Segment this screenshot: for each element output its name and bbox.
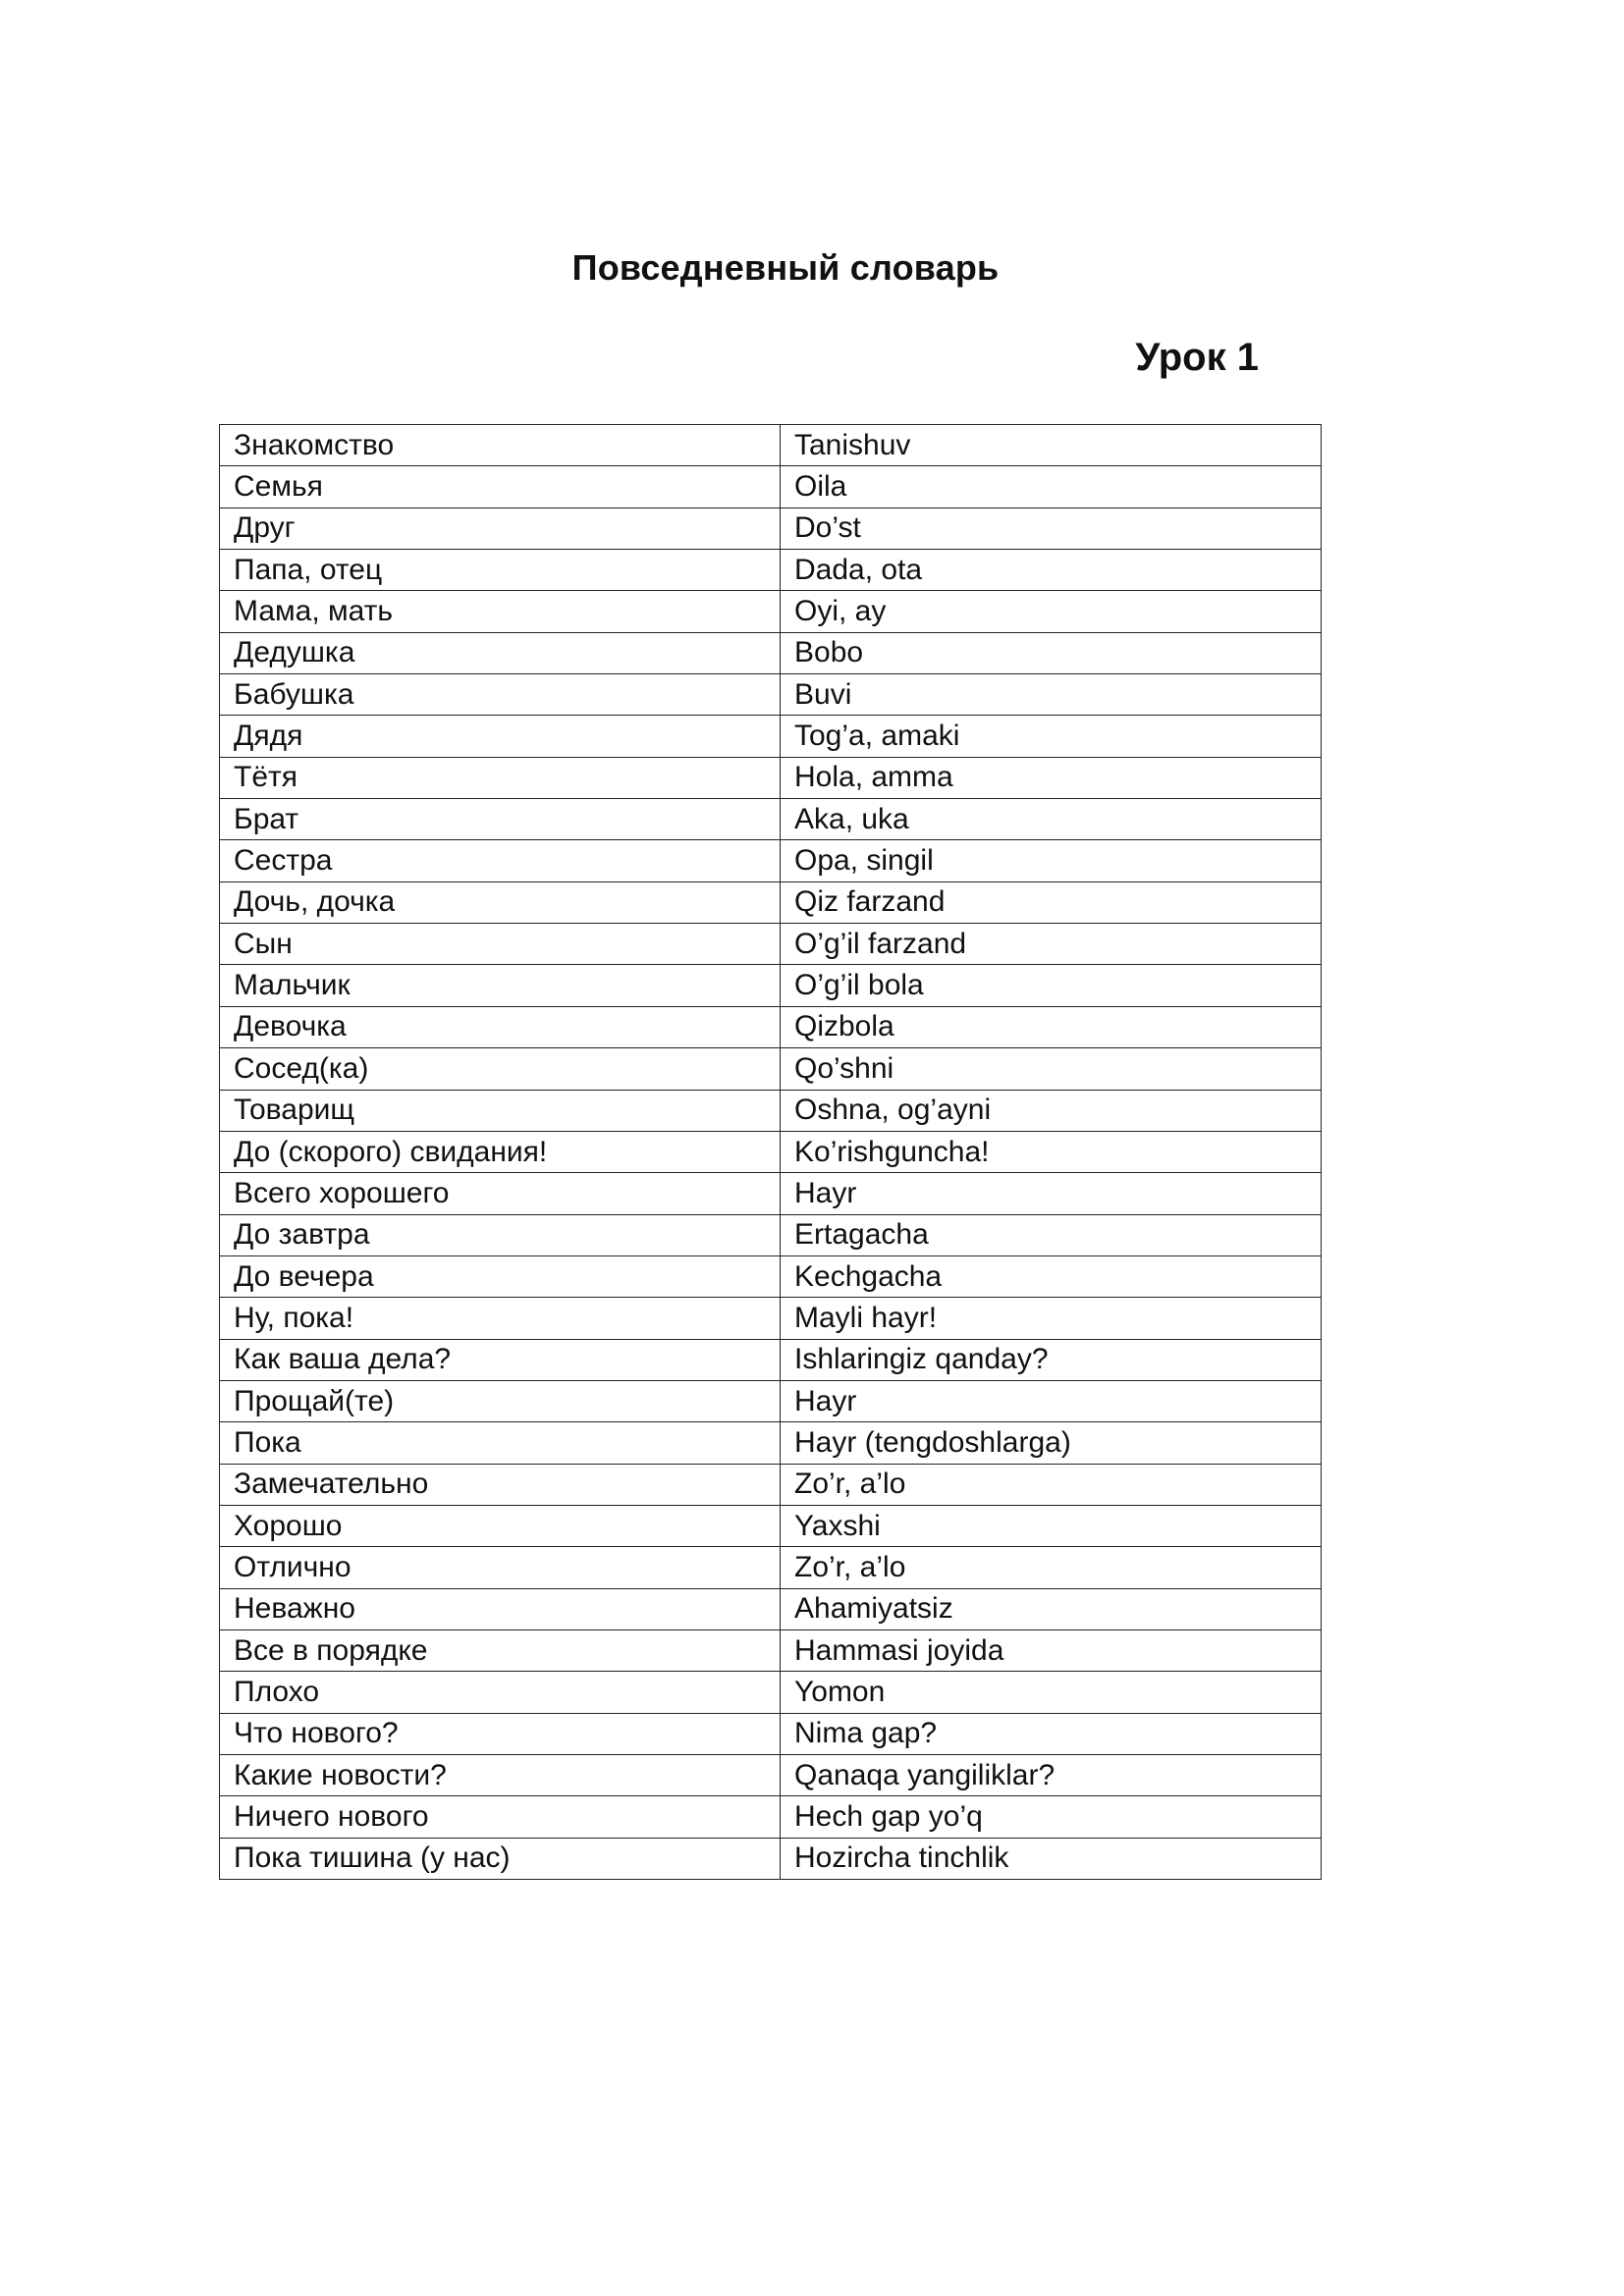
table-row [220, 1173, 1322, 1214]
uzbek-word-cell: Opa, singil [781, 840, 1322, 881]
table-row [220, 881, 1322, 923]
table-row [220, 1131, 1322, 1172]
russian-word-cell: Что нового? [220, 1713, 781, 1754]
uzbek-word-cell: O’g’il farzand [781, 924, 1322, 965]
uzbek-word-cell: Zo’r, a’lo [781, 1547, 1322, 1588]
table-row [220, 674, 1322, 716]
table-row [220, 1006, 1322, 1047]
table-row [220, 840, 1322, 881]
russian-word-cell: До вечера [220, 1255, 781, 1297]
table-row [220, 1090, 1322, 1131]
uzbek-word-cell: Ertagacha [781, 1214, 1322, 1255]
table-row [220, 1796, 1322, 1838]
uzbek-word-cell: Kechgacha [781, 1255, 1322, 1297]
uzbek-word-cell: Tanishuv [781, 425, 1322, 466]
table-row [220, 1713, 1322, 1754]
russian-word-cell: Дядя [220, 716, 781, 757]
uzbek-word-cell: Hayr [781, 1380, 1322, 1421]
table-row [220, 1339, 1322, 1380]
russian-word-cell: Мама, мать [220, 591, 781, 632]
russian-word-cell: До (скорого) свидания! [220, 1131, 781, 1172]
uzbek-word-cell: Qizbola [781, 1006, 1322, 1047]
russian-word-cell: Брат [220, 799, 781, 840]
table-row [220, 1298, 1322, 1339]
uzbek-word-cell: Yaxshi [781, 1505, 1322, 1546]
table-row [220, 716, 1322, 757]
uzbek-word-cell: Hammasi joyida [781, 1629, 1322, 1671]
russian-word-cell: Прощай(те) [220, 1380, 781, 1421]
uzbek-word-cell: Zo’r, a’lo [781, 1464, 1322, 1505]
uzbek-word-cell: Bobo [781, 632, 1322, 673]
uzbek-word-cell: Qanaqa yangiliklar? [781, 1755, 1322, 1796]
uzbek-word-cell: Qo’shni [781, 1048, 1322, 1090]
uzbek-word-cell: Oyi, ay [781, 591, 1322, 632]
table-row [220, 507, 1322, 549]
uzbek-word-cell: Do’st [781, 507, 1322, 549]
table-row [220, 1588, 1322, 1629]
table-row [220, 1255, 1322, 1297]
russian-word-cell: Ну, пока! [220, 1298, 781, 1339]
uzbek-word-cell: Dada, ota [781, 550, 1322, 591]
table-row [220, 1672, 1322, 1713]
uzbek-word-cell: Nima gap? [781, 1713, 1322, 1754]
vocabulary-table [219, 424, 1322, 1880]
table-row [220, 1755, 1322, 1796]
table-row [220, 799, 1322, 840]
table-row [220, 1048, 1322, 1090]
table-row [220, 924, 1322, 965]
lesson-title: Урок 1 [1135, 336, 1259, 379]
russian-word-cell: Как ваша дела? [220, 1339, 781, 1380]
russian-word-cell: Сестра [220, 840, 781, 881]
russian-word-cell: Знакомство [220, 425, 781, 466]
uzbek-word-cell: Hayr [781, 1173, 1322, 1214]
uzbek-word-cell: Ishlaringiz qanday? [781, 1339, 1322, 1380]
russian-word-cell: Всего хорошего [220, 1173, 781, 1214]
russian-word-cell: Замечательно [220, 1464, 781, 1505]
russian-word-cell: Сын [220, 924, 781, 965]
table-row [220, 1505, 1322, 1546]
table-row [220, 425, 1322, 466]
russian-word-cell: Пока [220, 1422, 781, 1464]
uzbek-word-cell: Hola, amma [781, 757, 1322, 798]
uzbek-word-cell: Ko’rishguncha! [781, 1131, 1322, 1172]
russian-word-cell: Хорошо [220, 1505, 781, 1546]
table-row [220, 1464, 1322, 1505]
uzbek-word-cell: Buvi [781, 674, 1322, 716]
table-row [220, 466, 1322, 507]
uzbek-word-cell: Ahamiyatsiz [781, 1588, 1322, 1629]
uzbek-word-cell: Oila [781, 466, 1322, 507]
uzbek-word-cell: Mayli hayr! [781, 1298, 1322, 1339]
table-row [220, 1422, 1322, 1464]
page-title: Повседневный словарь [571, 247, 1000, 288]
uzbek-word-cell: Hech gap yo’q [781, 1796, 1322, 1838]
table-row [220, 1214, 1322, 1255]
russian-word-cell: До завтра [220, 1214, 781, 1255]
uzbek-word-cell: Hayr (tengdoshlarga) [781, 1422, 1322, 1464]
table-row [220, 591, 1322, 632]
table-row [220, 1838, 1322, 1879]
uzbek-word-cell: Oshna, og’ayni [781, 1090, 1322, 1131]
russian-word-cell: Семья [220, 466, 781, 507]
russian-word-cell: Друг [220, 507, 781, 549]
table-row [220, 1629, 1322, 1671]
table-row [220, 550, 1322, 591]
uzbek-word-cell: Yomon [781, 1672, 1322, 1713]
russian-word-cell: Ничего нового [220, 1796, 781, 1838]
uzbek-word-cell: Hozircha tinchlik [781, 1838, 1322, 1879]
russian-word-cell: Неважно [220, 1588, 781, 1629]
uzbek-word-cell: Tog’a, amaki [781, 716, 1322, 757]
russian-word-cell: Все в порядке [220, 1629, 781, 1671]
russian-word-cell: Папа, отец [220, 550, 781, 591]
russian-word-cell: Пока тишина (у нас) [220, 1838, 781, 1879]
russian-word-cell: Сосед(ка) [220, 1048, 781, 1090]
russian-word-cell: Девочка [220, 1006, 781, 1047]
table-row [220, 1547, 1322, 1588]
table-row [220, 757, 1322, 798]
russian-word-cell: Товарищ [220, 1090, 781, 1131]
russian-word-cell: Бабушка [220, 674, 781, 716]
russian-word-cell: Мальчик [220, 965, 781, 1006]
uzbek-word-cell: Qiz farzand [781, 881, 1322, 923]
uzbek-word-cell: Aka, uka [781, 799, 1322, 840]
table-row [220, 965, 1322, 1006]
russian-word-cell: Плохо [220, 1672, 781, 1713]
russian-word-cell: Отлично [220, 1547, 781, 1588]
uzbek-word-cell: O’g’il bola [781, 965, 1322, 1006]
russian-word-cell: Дедушка [220, 632, 781, 673]
russian-word-cell: Тётя [220, 757, 781, 798]
russian-word-cell: Какие новости? [220, 1755, 781, 1796]
russian-word-cell: Дочь, дочка [220, 881, 781, 923]
table-row [220, 632, 1322, 673]
vocabulary-table-body [220, 425, 1322, 1880]
table-row [220, 1380, 1322, 1421]
